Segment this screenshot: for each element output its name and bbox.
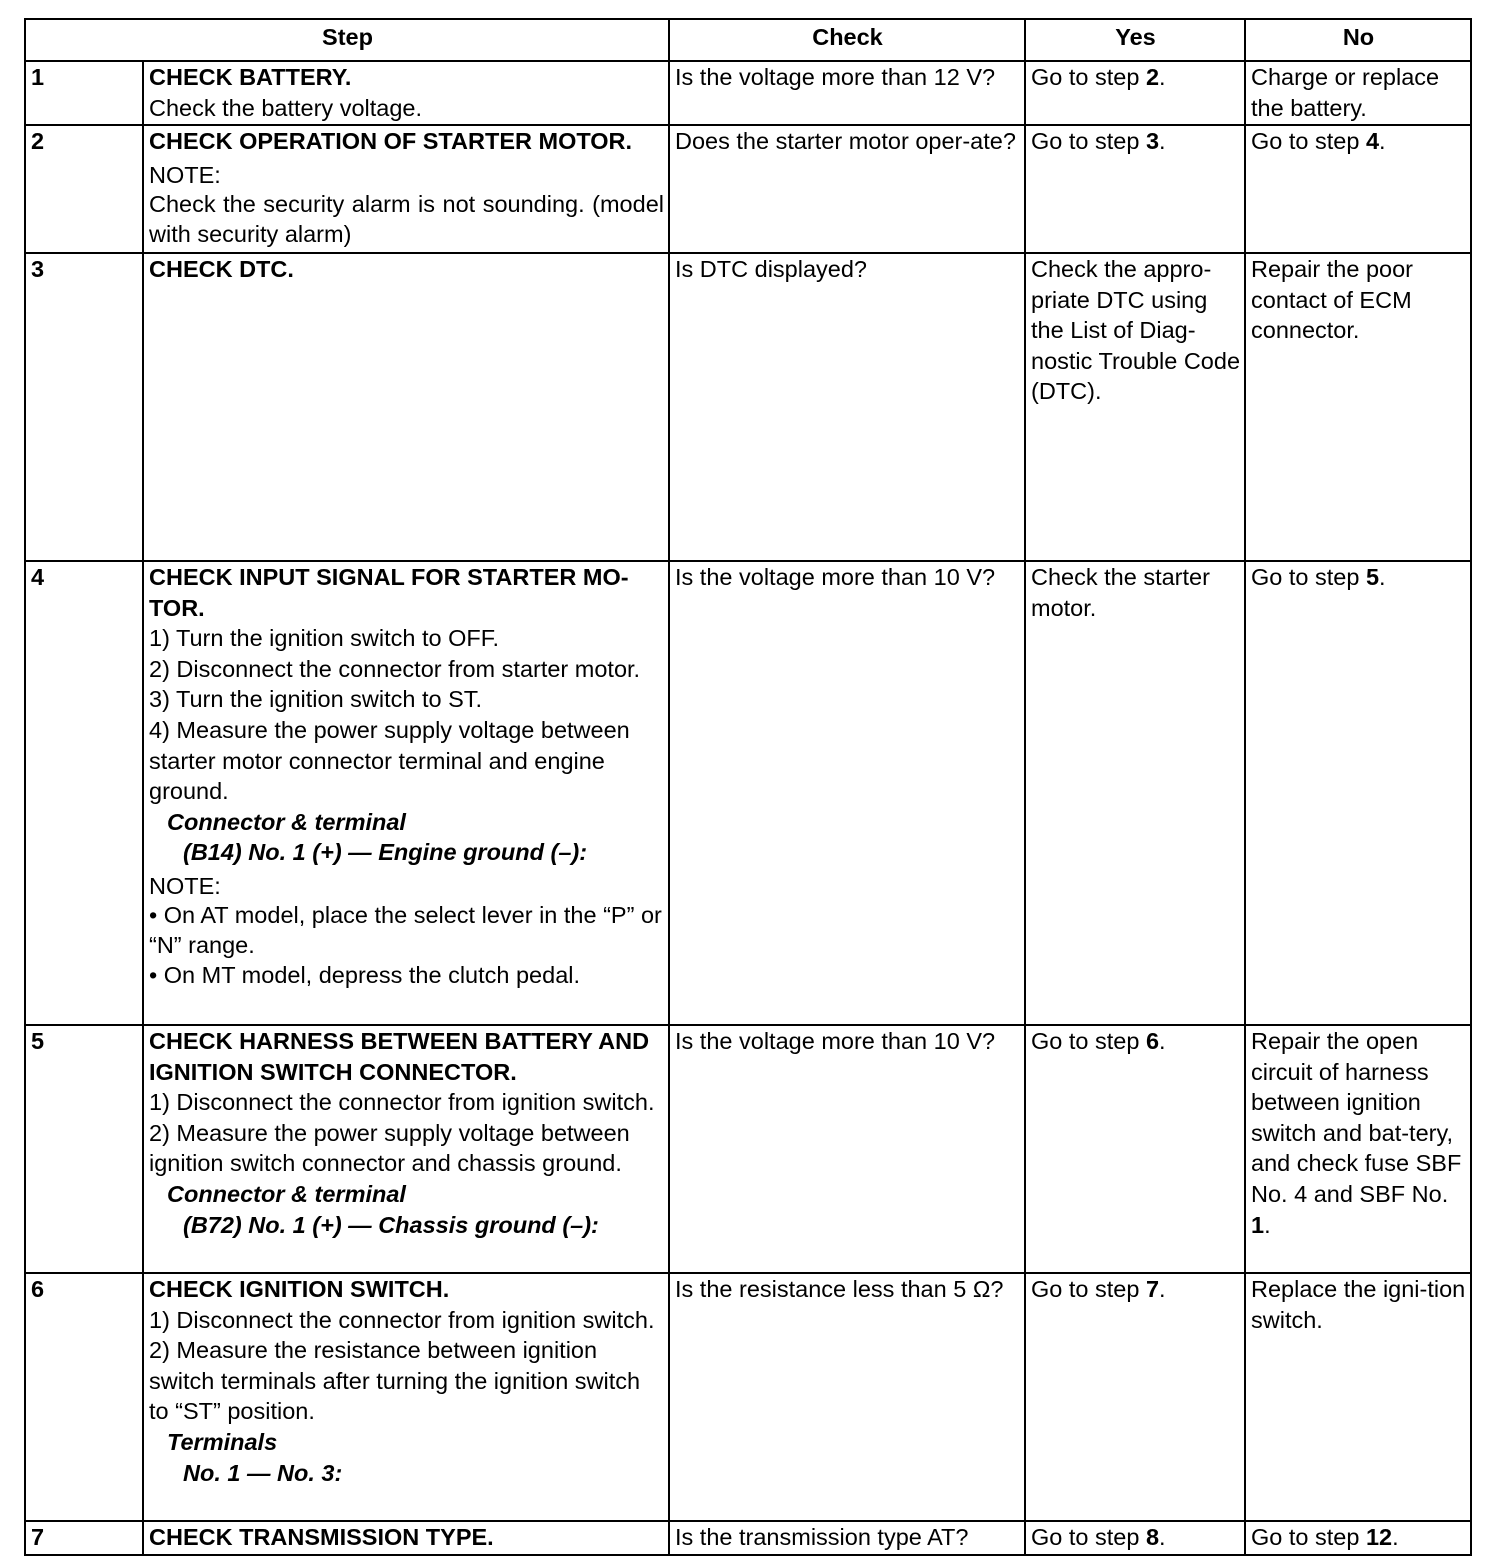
yes-cell: Check the appro-priate DTC using the List of Diag-nostic Trouble Code (DTC). — [1025, 253, 1245, 561]
procedure-step: 2) Disconnect the connector from starter motor. — [149, 655, 641, 682]
step-cell — [143, 1025, 669, 1273]
no-cell — [1245, 1025, 1471, 1273]
no-text: Go to step — [1251, 1524, 1366, 1550]
diagnostic-table — [24, 18, 1472, 1556]
yes-suffix: . — [1159, 128, 1166, 154]
table-row — [25, 253, 1471, 561]
no-text: Repair the open circuit of harness between ignition switch and bat-tery, and check fuse SBF No. 4 and SBF No. — [1251, 1028, 1462, 1207]
note-text: Check the security alarm is not sounding. (model with security alarm) — [149, 190, 664, 247]
yes-step-ref: 3 — [1145, 128, 1160, 154]
no-step-ref: 1 — [1251, 1211, 1265, 1238]
no-cell — [1245, 1521, 1471, 1555]
check-cell: Is the resistance less than 5 Ω? — [669, 1273, 1025, 1521]
step-title: CHECK INPUT SIGNAL FOR STARTER MO-TOR. — [149, 564, 629, 621]
procedure-step: 3) Turn the ignition switch to ST. — [149, 686, 483, 713]
yes-step-ref: 7 — [1145, 1276, 1160, 1302]
note-bullet: • On AT model, place the select lever in the “P” or “N” range. — [149, 901, 662, 958]
connector-value: (B72) No. 1 (+) — Chassis ground (–): — [183, 1211, 599, 1238]
no-step-ref: 4 — [1365, 128, 1380, 154]
no-step-ref: 5 — [1365, 564, 1380, 590]
check-cell: Is the voltage more than 10 V? — [669, 561, 1025, 1025]
yes-cell — [1025, 1521, 1245, 1555]
step-number: 5 — [25, 1025, 143, 1273]
yes-text: Go to step — [1031, 1028, 1146, 1054]
connector-value: (B14) No. 1 (+) — Engine ground (–): — [183, 839, 588, 866]
header-step: Step — [25, 19, 669, 61]
note-bullet: • On MT model, depress the clutch pedal. — [149, 961, 581, 988]
note-label: NOTE: — [149, 872, 221, 899]
table-row — [25, 1521, 1471, 1555]
header-yes: Yes — [1025, 19, 1245, 61]
step-title: CHECK IGNITION SWITCH. — [149, 1276, 450, 1302]
yes-cell: Check the starter motor. — [1025, 561, 1245, 1025]
procedure-step: 1) Disconnect the connector from ignition switch. — [149, 1306, 655, 1333]
procedure-step: 2) Measure the power supply voltage between ignition switch connector and chassis ground. — [149, 1119, 630, 1177]
step-number: 4 — [25, 561, 143, 1025]
table-row — [25, 61, 1471, 125]
no-suffix: . — [1264, 1211, 1271, 1238]
yes-suffix: . — [1159, 1524, 1166, 1550]
procedure-step: 1) Disconnect the connector from ignition switch. — [149, 1089, 655, 1116]
no-cell: Charge or replace the battery. — [1245, 61, 1471, 125]
terminals-value: No. 1 — No. 3: — [183, 1459, 343, 1486]
check-cell: Is the voltage more than 12 V? — [669, 61, 1025, 125]
step-cell — [143, 561, 669, 1025]
yes-step-ref: 6 — [1145, 1028, 1160, 1054]
yes-text: Go to step — [1031, 64, 1146, 90]
step-title: CHECK TRANSMISSION TYPE. — [149, 1524, 494, 1550]
table-row — [25, 1025, 1471, 1273]
yes-cell — [1025, 1273, 1245, 1521]
no-text: Go to step — [1251, 128, 1366, 154]
no-cell: Repair the poor contact of ECM connector. — [1245, 253, 1471, 561]
yes-step-ref: 8 — [1145, 1524, 1160, 1550]
yes-step-ref: 2 — [1145, 64, 1160, 90]
no-cell — [1245, 125, 1471, 253]
step-number: 2 — [25, 125, 143, 253]
step-number: 7 — [25, 1521, 143, 1555]
yes-text: Go to step — [1031, 128, 1146, 154]
table-row — [25, 125, 1471, 253]
header-no: No — [1245, 19, 1471, 61]
no-suffix: . — [1392, 1524, 1399, 1550]
no-text: Go to step — [1251, 564, 1366, 590]
procedure-step: 1) Turn the ignition switch to OFF. — [149, 625, 500, 652]
check-cell: Is the voltage more than 10 V? — [669, 1025, 1025, 1273]
step-title: CHECK BATTERY. — [149, 64, 352, 90]
step-title: CHECK HARNESS BETWEEN BATTERY AND IGNITION SWITCH CONNECTOR. — [149, 1028, 650, 1085]
yes-suffix: . — [1159, 1028, 1166, 1054]
yes-cell — [1025, 125, 1245, 253]
yes-cell — [1025, 61, 1245, 125]
check-cell: Does the starter motor oper-ate? — [669, 125, 1025, 253]
terminals-label: Terminals — [167, 1428, 278, 1455]
step-cell — [143, 125, 669, 253]
table-header-row — [25, 19, 1471, 61]
check-cell: Is the transmission type AT? — [669, 1521, 1025, 1555]
no-step-ref: 12 — [1365, 1524, 1393, 1550]
yes-cell — [1025, 1025, 1245, 1273]
header-check: Check — [669, 19, 1025, 61]
step-cell — [143, 61, 669, 125]
step-title: CHECK DTC. — [149, 256, 294, 282]
step-number: 3 — [25, 253, 143, 561]
step-number: 6 — [25, 1273, 143, 1521]
no-suffix: . — [1379, 128, 1386, 154]
step-cell — [143, 1521, 669, 1555]
yes-text: Go to step — [1031, 1524, 1146, 1550]
no-cell: Replace the igni-tion switch. — [1245, 1273, 1471, 1521]
yes-suffix: . — [1159, 1276, 1166, 1302]
connector-label: Connector & terminal — [167, 1180, 406, 1207]
step-number: 1 — [25, 61, 143, 125]
yes-text: Go to step — [1031, 1276, 1146, 1302]
no-cell — [1245, 561, 1471, 1025]
yes-suffix: . — [1159, 64, 1166, 90]
procedure-step: 2) Measure the resistance between ignition switch terminals after turning the ignition switch to “ST” position. — [149, 1337, 641, 1425]
step-cell — [143, 253, 669, 561]
table-row — [25, 1273, 1471, 1521]
table-row — [25, 561, 1471, 1025]
procedure-step: 4) Measure the power supply voltage between starter motor connector terminal and engine ground. — [149, 716, 630, 805]
no-suffix: . — [1379, 564, 1386, 590]
connector-label: Connector & terminal — [167, 808, 406, 835]
step-description: Check the battery voltage. — [149, 94, 423, 121]
step-cell — [143, 1273, 669, 1521]
check-cell: Is DTC displayed? — [669, 253, 1025, 561]
note-label: NOTE: — [149, 161, 221, 188]
step-title: CHECK OPERATION OF STARTER MOTOR. — [149, 128, 633, 154]
